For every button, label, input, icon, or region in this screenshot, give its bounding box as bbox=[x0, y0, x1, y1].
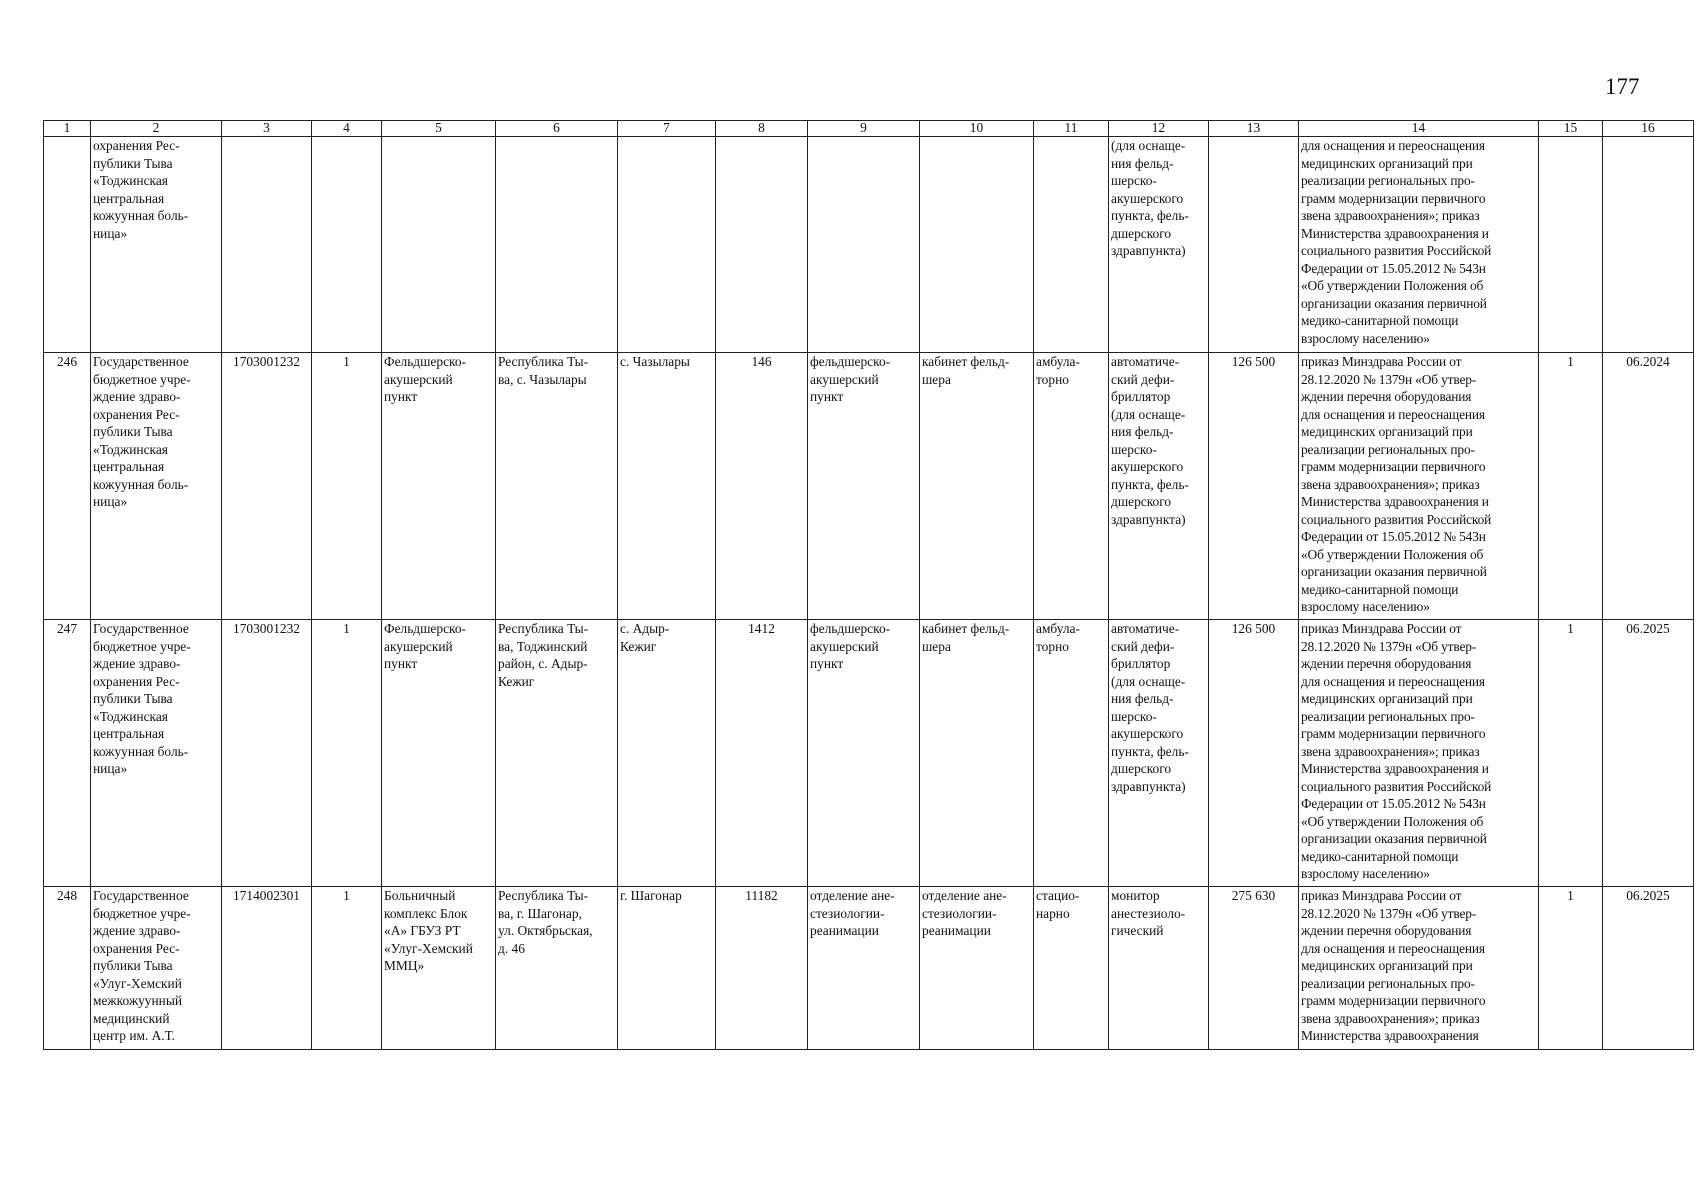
settlement-cell: с. Адыр- Кежиг bbox=[618, 620, 716, 887]
page-number: 177 bbox=[1605, 74, 1640, 99]
address-cell: Республика Ты- ва, Тоджинский район, с. Адыр- Кежиг bbox=[496, 620, 618, 887]
column-number: 6 bbox=[496, 121, 618, 137]
column-number: 1 bbox=[44, 121, 91, 137]
count-cell: 1 bbox=[312, 353, 382, 620]
unit-cell: фельдшерско- акушерский пункт bbox=[808, 620, 920, 887]
column-number: 8 bbox=[716, 121, 808, 137]
room-cell bbox=[920, 137, 1034, 353]
population-cell bbox=[716, 137, 808, 353]
inn-cell: 1714002301 bbox=[222, 887, 312, 1050]
population-cell: 11182 bbox=[716, 887, 808, 1050]
column-number: 11 bbox=[1034, 121, 1109, 137]
legal-basis-cell: приказ Минздрава России от 28.12.2020 № 1379н «Об утвер- ждении перечня оборудования для оснащения и переоснащения медицинских организаций при реализации региональных про- грамм модернизации первичного звена здравоохранения»; приказ Министерства здравоохранения bbox=[1299, 887, 1539, 1050]
column-number: 16 bbox=[1603, 121, 1694, 137]
count-cell bbox=[312, 137, 382, 353]
room-cell: отделение ане- стезиологии- реанимации bbox=[920, 887, 1034, 1050]
date-cell: 06.2025 bbox=[1603, 620, 1694, 887]
equipment-cell: монитор анестезиоло- гический bbox=[1109, 887, 1209, 1050]
inn-cell: 1703001232 bbox=[222, 353, 312, 620]
unit-cell: отделение ане- стезиологии- реанимации bbox=[808, 887, 920, 1050]
facility-cell: Фельдшерско- акушерский пункт bbox=[382, 620, 496, 887]
inn-cell: 1703001232 bbox=[222, 620, 312, 887]
organization-cell: Государственное бюджетное учре- ждение здраво- охранения Рес- публики Тыва «Тоджинская центральная кожуунная боль- ница» bbox=[91, 620, 222, 887]
quantity-cell: 1 bbox=[1539, 620, 1603, 887]
organization-cell: Государственное бюджетное учре- ждение здраво- охранения Рес- публики Тыва «Улуг-Хемский межкожуунный медицинский центр им. А.Т. bbox=[91, 887, 222, 1050]
price-cell: 126 500 bbox=[1209, 620, 1299, 887]
unit-cell: фельдшерско- акушерский пункт bbox=[808, 353, 920, 620]
column-number: 10 bbox=[920, 121, 1034, 137]
population-cell: 1412 bbox=[716, 620, 808, 887]
column-number: 3 bbox=[222, 121, 312, 137]
room-cell: кабинет фельд- шера bbox=[920, 353, 1034, 620]
organization-cell: Государственное бюджетное учре- ждение здраво- охранения Рес- публики Тыва «Тоджинская центральная кожуунная боль- ница» bbox=[91, 353, 222, 620]
row-number-cell: 246 bbox=[44, 353, 91, 620]
date-cell: 06.2025 bbox=[1603, 887, 1694, 1050]
column-number: 9 bbox=[808, 121, 920, 137]
care-mode-cell: амбула- торно bbox=[1034, 620, 1109, 887]
settlement-cell bbox=[618, 137, 716, 353]
facility-cell: Больничный комплекс Блок «А» ГБУЗ РТ «Улуг-Хемский ММЦ» bbox=[382, 887, 496, 1050]
legal-basis-cell: для оснащения и переоснащения медицинских организаций при реализации региональных про- грамм модернизации первичного звена здравоохранения»; приказ Министерства здравоохранения и социального развития Российской Федерации от 15.05.2012 № 543н «Об утверждении Положения об организации оказания первичной медико-санитарной помощи взрослому населению» bbox=[1299, 137, 1539, 353]
settlement-cell: г. Шагонар bbox=[618, 887, 716, 1050]
quantity-cell: 1 bbox=[1539, 353, 1603, 620]
address-cell: Республика Ты- ва, с. Чазылары bbox=[496, 353, 618, 620]
room-cell: кабинет фельд- шера bbox=[920, 620, 1034, 887]
table-row bbox=[44, 353, 1694, 620]
count-cell: 1 bbox=[312, 620, 382, 887]
table-row bbox=[44, 137, 1694, 353]
price-cell bbox=[1209, 137, 1299, 353]
column-number: 2 bbox=[91, 121, 222, 137]
column-number: 15 bbox=[1539, 121, 1603, 137]
column-number: 5 bbox=[382, 121, 496, 137]
count-cell: 1 bbox=[312, 887, 382, 1050]
address-cell: Республика Ты- ва, г. Шагонар, ул. Октябрьская, д. 46 bbox=[496, 887, 618, 1050]
table-row bbox=[44, 620, 1694, 887]
table-row bbox=[44, 887, 1694, 1050]
column-number: 14 bbox=[1299, 121, 1539, 137]
facility-cell: Фельдшерско- акушерский пункт bbox=[382, 353, 496, 620]
facility-cell bbox=[382, 137, 496, 353]
care-mode-cell: амбула- торно bbox=[1034, 353, 1109, 620]
date-cell: 06.2024 bbox=[1603, 353, 1694, 620]
column-number: 12 bbox=[1109, 121, 1209, 137]
organization-cell: охранения Рес- публики Тыва «Тоджинская центральная кожуунная боль- ница» bbox=[91, 137, 222, 353]
quantity-cell: 1 bbox=[1539, 887, 1603, 1050]
inn-cell bbox=[222, 137, 312, 353]
row-number-cell bbox=[44, 137, 91, 353]
equipment-cell: автоматиче- ский дефи- бриллятор (для оснаще- ния фельд- шерско- акушерского пункта, фель- дшерского здравпункта) bbox=[1109, 620, 1209, 887]
equipment-cell: (для оснаще- ния фельд- шерско- акушерского пункта, фель- дшерского здравпункта) bbox=[1109, 137, 1209, 353]
legal-basis-cell: приказ Минздрава России от 28.12.2020 № 1379н «Об утвер- ждении перечня оборудования для оснащения и переоснащения медицинских организаций при реализации региональных про- грамм модернизации первичного звена здравоохранения»; приказ Министерства здравоохранения и социального развития Российской Федерации от 15.05.2012 № 543н «Об утверждении Положения об организации оказания первичной медико-санитарной помощи взрослому населению» bbox=[1299, 620, 1539, 887]
unit-cell bbox=[808, 137, 920, 353]
column-number: 7 bbox=[618, 121, 716, 137]
row-number-cell: 247 bbox=[44, 620, 91, 887]
address-cell bbox=[496, 137, 618, 353]
column-number: 4 bbox=[312, 121, 382, 137]
population-cell: 146 bbox=[716, 353, 808, 620]
equipment-table bbox=[43, 120, 1694, 1050]
header-row bbox=[44, 121, 1694, 137]
price-cell: 126 500 bbox=[1209, 353, 1299, 620]
column-number: 13 bbox=[1209, 121, 1299, 137]
row-number-cell: 248 bbox=[44, 887, 91, 1050]
price-cell: 275 630 bbox=[1209, 887, 1299, 1050]
equipment-cell: автоматиче- ский дефи- бриллятор (для оснаще- ния фельд- шерско- акушерского пункта, фель- дшерского здравпункта) bbox=[1109, 353, 1209, 620]
care-mode-cell bbox=[1034, 137, 1109, 353]
date-cell bbox=[1603, 137, 1694, 353]
legal-basis-cell: приказ Минздрава России от 28.12.2020 № 1379н «Об утвер- ждении перечня оборудования для оснащения и переоснащения медицинских организаций при реализации региональных про- грамм модернизации первичного звена здравоохранения»; приказ Министерства здравоохранения и социального развития Российской Федерации от 15.05.2012 № 543н «Об утверждении Положения об организации оказания первичной медико-санитарной помощи взрослому населению» bbox=[1299, 353, 1539, 620]
care-mode-cell: стацио- нарно bbox=[1034, 887, 1109, 1050]
quantity-cell bbox=[1539, 137, 1603, 353]
settlement-cell: с. Чазылары bbox=[618, 353, 716, 620]
